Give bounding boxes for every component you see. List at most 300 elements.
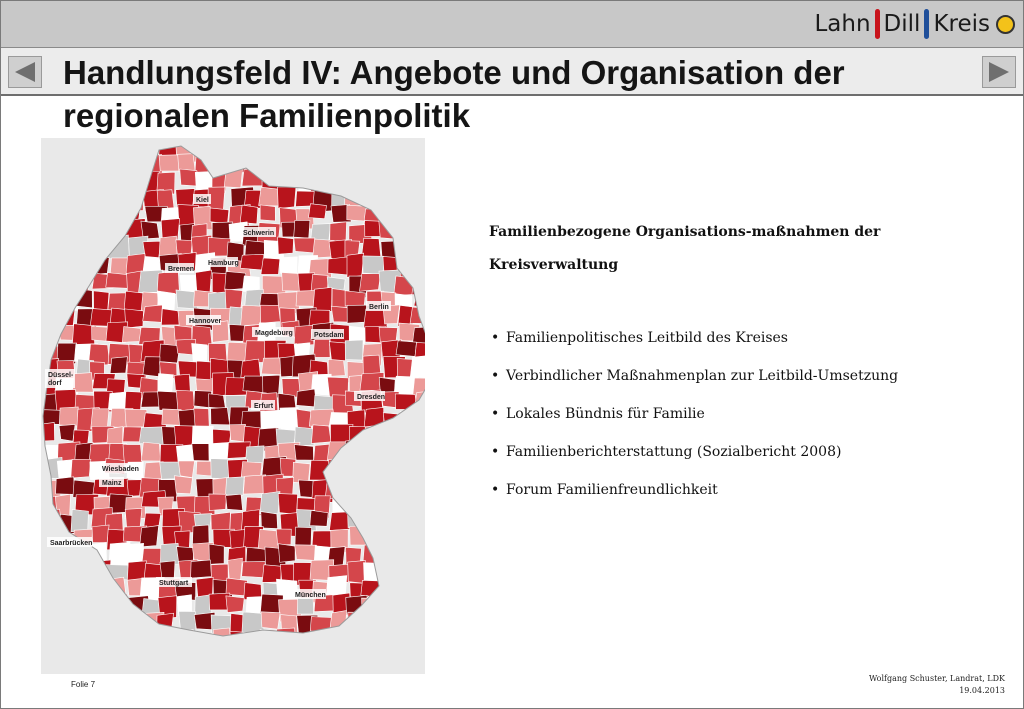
district-region [379, 427, 400, 447]
district-region [359, 173, 378, 189]
district-region [328, 257, 348, 275]
district-region [125, 508, 142, 527]
district-region [94, 171, 109, 187]
district-region [381, 189, 401, 207]
district-region [139, 427, 164, 445]
district-region [328, 359, 345, 376]
district-region [383, 413, 403, 430]
district-region [410, 257, 425, 278]
district-region [415, 493, 425, 509]
district-region [76, 152, 96, 170]
district-region [327, 442, 351, 462]
bullet-icon: • [491, 330, 500, 346]
district-region [312, 138, 333, 156]
district-region [42, 309, 62, 332]
city-label-hannover: Hannover [189, 318, 222, 325]
district-region [176, 390, 194, 411]
district-region [258, 630, 277, 646]
district-region [329, 138, 349, 153]
district-region [380, 634, 399, 653]
district-region [43, 560, 66, 581]
district-region [348, 560, 366, 583]
district-region [226, 477, 245, 496]
district-region [345, 291, 365, 306]
footer-credits [869, 673, 1005, 697]
district-region [295, 527, 312, 546]
city-label-bremen: Bremen [168, 266, 195, 273]
district-region [211, 407, 230, 424]
district-region [210, 208, 229, 224]
district-region [278, 494, 297, 515]
district-region [59, 424, 75, 441]
district-region [93, 189, 115, 212]
district-region [297, 156, 314, 176]
district-region [243, 376, 265, 393]
district-region [329, 342, 346, 362]
district-region [395, 394, 417, 410]
district-region [213, 628, 231, 648]
district-region [76, 257, 98, 276]
logo-word-kreis: Kreis [933, 11, 990, 37]
district-region [41, 544, 64, 564]
district-region [363, 156, 381, 174]
district-region [74, 187, 97, 207]
district-region [174, 476, 192, 494]
district-region [41, 579, 55, 601]
district-region [277, 187, 295, 209]
bullet-text: Forum Familienfreundlichkeit [506, 482, 718, 498]
district-region [412, 205, 425, 224]
district-region [415, 547, 425, 569]
district-region [159, 155, 180, 171]
district-region [143, 138, 159, 153]
district-region [109, 158, 129, 180]
district-region [209, 494, 227, 511]
district-region [379, 171, 397, 193]
district-region [347, 462, 363, 483]
bullet-text: Verbindlicher Maßnahmenplan zur Leitbild-Umsetzung [506, 368, 899, 384]
district-region [380, 525, 398, 546]
district-region [126, 155, 150, 174]
district-region [162, 631, 185, 656]
district-region [383, 206, 405, 224]
logo-red-separator [875, 9, 880, 39]
district-region [410, 407, 425, 424]
district-region [192, 426, 213, 446]
district-region [411, 614, 425, 632]
logo-word-lahn: Lahn [814, 11, 871, 37]
district-region [58, 208, 81, 227]
district-region [241, 359, 261, 377]
district-region [177, 547, 194, 563]
district-region [209, 544, 224, 564]
district-region [74, 238, 95, 253]
district-region [345, 340, 363, 360]
district-region [399, 511, 423, 535]
district-region [71, 509, 88, 531]
district-region [241, 462, 262, 478]
district-region [383, 461, 400, 484]
district-region [41, 614, 57, 633]
district-region [241, 305, 262, 326]
district-region [261, 512, 278, 529]
district-region [363, 138, 383, 159]
district-region [56, 477, 75, 495]
bullet-icon: • [491, 406, 500, 422]
district-region [242, 562, 266, 578]
district-region [296, 389, 316, 407]
district-region [365, 616, 382, 636]
district-region [92, 633, 112, 649]
district-region [276, 529, 291, 545]
city-label-dresden: Dresden [357, 394, 386, 401]
district-region [91, 409, 109, 429]
district-region [398, 563, 420, 586]
district-region [414, 170, 425, 193]
district-region [227, 152, 246, 173]
district-region [57, 255, 79, 273]
district-region [41, 259, 65, 279]
district-region [313, 339, 330, 357]
district-region [191, 560, 212, 578]
district-region [196, 461, 213, 476]
bullet-text: Lokales Bündnis für Familie [506, 406, 705, 422]
district-region [396, 341, 416, 357]
district-region [382, 548, 402, 569]
district-region [89, 154, 107, 173]
district-region [294, 220, 310, 238]
district-region [261, 612, 280, 629]
district-region [71, 616, 92, 638]
district-region [192, 343, 207, 361]
district-region [41, 595, 59, 617]
district-region [94, 598, 110, 620]
district-region [414, 222, 425, 241]
district-region [382, 599, 398, 615]
district-region [61, 290, 79, 311]
bullet-text: Familienberichterstattung (Sozialbericht 2008) [506, 444, 842, 460]
district-region [347, 154, 370, 175]
slide-number: Folie 7 [71, 680, 96, 689]
district-region [74, 628, 97, 646]
district-region [396, 447, 420, 464]
district-region [41, 324, 59, 340]
district-region [360, 480, 380, 497]
district-region [397, 203, 420, 226]
district-region [61, 190, 83, 210]
triangle-left-icon [15, 62, 35, 82]
district-region [59, 407, 78, 426]
district-region [260, 305, 280, 323]
district-region [278, 237, 294, 254]
district-region [309, 204, 327, 219]
district-region [294, 138, 312, 153]
district-region [226, 138, 249, 158]
district-region [365, 510, 389, 531]
district-region [416, 240, 425, 262]
district-region [362, 442, 386, 467]
district-region [76, 209, 93, 230]
district-region [71, 564, 94, 583]
district-region [381, 442, 396, 464]
district-region [211, 512, 231, 531]
district-region [141, 442, 160, 461]
district-region [240, 254, 263, 270]
bullet-text: Familienpolitisches Leitbild des Kreises [506, 330, 788, 346]
district-region [349, 426, 369, 445]
district-region [41, 173, 59, 193]
district-region [401, 186, 423, 203]
district-region [41, 631, 61, 648]
district-region [393, 169, 412, 188]
district-region [365, 527, 383, 544]
district-region [279, 157, 294, 174]
district-region [416, 138, 425, 155]
district-region [413, 528, 425, 547]
district-region [263, 155, 286, 175]
district-region [160, 561, 175, 579]
district-region [57, 243, 76, 263]
district-region [261, 258, 280, 274]
district-region [41, 153, 61, 171]
district-region [349, 170, 366, 192]
city-label-berlin: Berlin [369, 304, 389, 311]
city-label-stuttgart: Stuttgart [159, 580, 189, 587]
district-region [398, 412, 418, 433]
city-label-kiel: Kiel [196, 197, 209, 204]
district-region [411, 564, 425, 586]
district-region [244, 139, 263, 162]
district-region [383, 513, 399, 531]
district-region [109, 594, 127, 613]
district-region [345, 140, 366, 160]
district-region [41, 272, 61, 294]
district-region [90, 206, 111, 226]
district-region [277, 628, 296, 645]
district-region [226, 596, 244, 613]
footer-author: Wolfgang Schuster, Landrat, LDK [868, 674, 1005, 683]
district-region [72, 274, 88, 293]
district-region [384, 612, 402, 632]
bullet-icon: • [491, 444, 500, 460]
district-region [395, 581, 417, 602]
district-region [295, 632, 316, 652]
district-region [56, 579, 77, 595]
district-region [399, 612, 416, 634]
city-label-mainz: Mainz [102, 480, 122, 487]
district-region [143, 305, 163, 322]
district-region [124, 633, 142, 650]
district-region [277, 138, 298, 152]
district-region [41, 422, 55, 441]
district-region [294, 445, 313, 461]
district-region [159, 236, 177, 256]
district-region [350, 633, 367, 652]
district-region [380, 577, 402, 593]
subheading: Familienbezogene Organisations-maßnahmen der Kreisverwaltung [489, 224, 881, 273]
district-region [56, 597, 75, 620]
district-region [141, 221, 159, 239]
content-text-block [489, 216, 989, 509]
district-region [363, 462, 382, 481]
district-region [345, 189, 364, 206]
district-region [143, 357, 160, 377]
district-region [75, 593, 94, 615]
bullet-item [489, 357, 989, 395]
district-region [310, 460, 331, 480]
district-region [105, 565, 130, 580]
sun-icon [996, 15, 1015, 34]
bullet-item [489, 433, 989, 471]
district-region [346, 497, 367, 515]
district-region [71, 459, 91, 478]
district-region [264, 138, 280, 159]
district-region [327, 152, 345, 168]
city-label-hamburg: Hamburg [208, 260, 239, 267]
district-region [41, 289, 57, 310]
district-region [400, 630, 423, 649]
district-region [191, 138, 209, 153]
district-region [399, 221, 417, 241]
district-region [244, 631, 268, 654]
district-region [226, 494, 243, 510]
district-region [348, 612, 363, 631]
district-region [413, 576, 425, 595]
city-label-saarbruecken: Saarbrücken [50, 540, 93, 547]
district-region [240, 155, 260, 170]
district-region [243, 475, 265, 494]
district-region [240, 205, 258, 224]
district-region [72, 222, 91, 247]
district-region [41, 138, 56, 156]
bullet-icon: • [491, 368, 500, 384]
logo-blue-separator [924, 9, 929, 39]
district-region [350, 526, 372, 546]
district-region [161, 309, 180, 325]
district-region [107, 629, 129, 650]
district-region [410, 356, 425, 378]
slide-header [1, 1, 1023, 48]
district-region [195, 270, 211, 292]
district-region [384, 563, 406, 586]
district-region [260, 205, 275, 221]
district-region [91, 218, 110, 235]
district-region [41, 237, 62, 256]
district-region [312, 630, 336, 649]
district-region [128, 138, 146, 157]
district-region [381, 490, 403, 509]
district-region [107, 138, 125, 159]
district-region [59, 225, 77, 240]
district-region [92, 525, 109, 543]
district-region [230, 631, 252, 649]
district-region [176, 240, 192, 255]
district-region [395, 493, 410, 510]
lahn-dill-kreis-logo [814, 7, 1015, 41]
city-label-magdeburg: Magdeburg [255, 330, 293, 337]
district-region [57, 561, 80, 579]
district-region [55, 272, 78, 289]
city-label-wiesbaden: Wiesbaden [102, 466, 139, 473]
district-region [54, 172, 72, 187]
district-region [208, 138, 230, 157]
district-region [73, 580, 90, 600]
district-region [331, 631, 353, 653]
district-region [310, 510, 328, 526]
district-region [278, 544, 295, 563]
district-region [41, 202, 59, 225]
district-region [261, 410, 282, 428]
next-slide-button[interactable] [982, 56, 1016, 88]
map-svg [41, 138, 425, 674]
district-region [126, 172, 148, 196]
district-region [297, 598, 313, 614]
district-region [260, 491, 280, 513]
bullet-item [489, 471, 989, 509]
district-region [110, 357, 127, 374]
district-region [329, 459, 347, 476]
district-region [415, 442, 425, 463]
district-region [413, 477, 425, 500]
district-region [175, 630, 194, 657]
district-region [107, 187, 131, 205]
triangle-right-icon [989, 62, 1009, 82]
district-region [140, 628, 162, 646]
previous-slide-button[interactable] [8, 56, 42, 88]
district-region [209, 394, 226, 409]
district-region [349, 477, 368, 500]
district-region [57, 152, 76, 172]
district-region [397, 458, 416, 480]
district-region [308, 154, 331, 173]
footer-date: 19.04.2013 [959, 686, 1005, 695]
district-region [41, 224, 57, 239]
district-region [411, 512, 425, 532]
city-label-muenchen: München [295, 592, 326, 599]
district-region [360, 274, 381, 292]
district-region [280, 615, 297, 637]
district-region [381, 138, 403, 156]
district-region [158, 391, 180, 410]
district-region [310, 617, 332, 633]
district-region [379, 478, 399, 493]
district-region [347, 253, 364, 277]
district-region [109, 206, 127, 226]
district-region [398, 140, 418, 156]
district-region [396, 592, 414, 612]
city-label-schwerin: Schwerin [243, 230, 275, 237]
district-region [412, 157, 425, 178]
district-region [90, 138, 109, 157]
district-region [93, 291, 108, 311]
district-region [228, 558, 243, 581]
bullet-item [489, 395, 989, 433]
district-region [87, 577, 109, 597]
city-label-duesseldorf-line2: dorf [48, 380, 62, 387]
district-region [73, 138, 93, 153]
district-region [56, 138, 78, 157]
district-region [60, 614, 76, 633]
city-label-duesseldorf-line1: Düssel- [48, 372, 74, 379]
district-region [415, 599, 425, 615]
district-region [397, 151, 415, 172]
district-region [361, 498, 376, 520]
bullet-item [489, 319, 989, 357]
district-region [108, 235, 130, 259]
germany-family-map [41, 138, 425, 674]
district-region [105, 615, 125, 636]
district-region [366, 633, 389, 650]
